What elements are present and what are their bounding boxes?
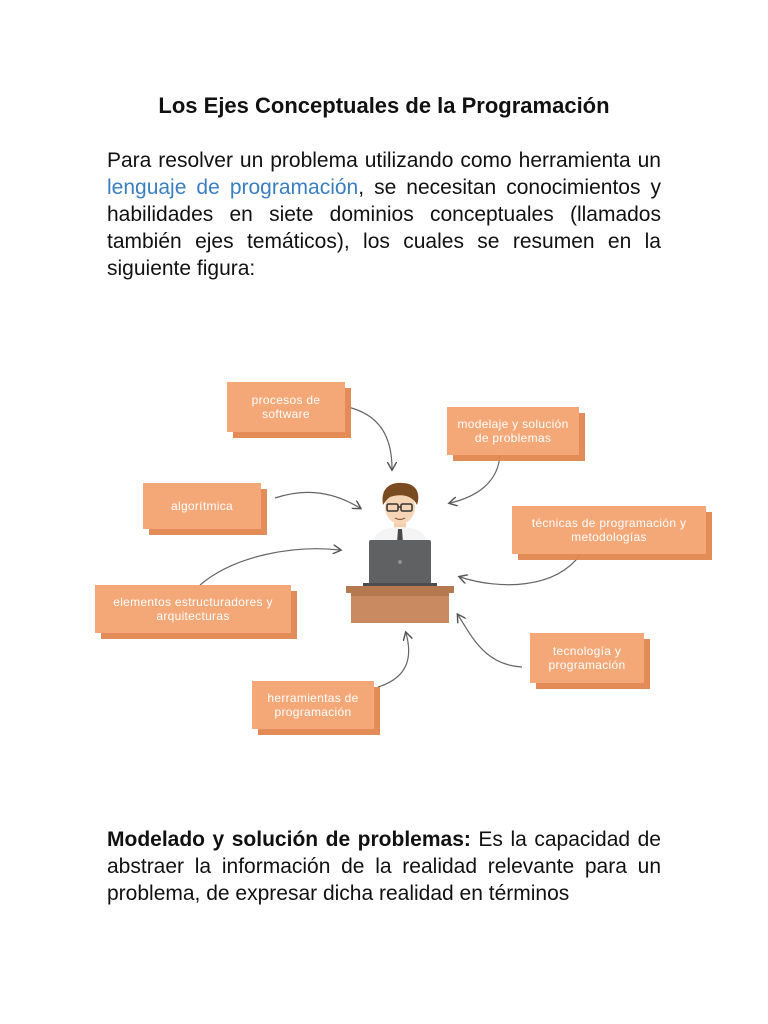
section-heading: Modelado y solución de problemas: <box>107 828 471 851</box>
programming-language-link[interactable]: lenguaje de programación <box>107 176 359 199</box>
box-tecnologia-y-programacion <box>530 633 644 683</box>
section-modelado <box>107 826 661 907</box>
box-label: tecnología y programación <box>548 644 626 672</box>
desk-front <box>351 593 449 623</box>
desk-panel-line <box>351 593 449 596</box>
concept-axes-figure <box>80 365 720 745</box>
intro-paragraph <box>107 147 661 282</box>
box-elementos-estructuradores <box>95 585 291 633</box>
desk-illustration <box>346 586 454 623</box>
box-modelaje-y-solucion <box>447 407 579 455</box>
arrow-tecnicas <box>460 555 580 585</box>
arrow-algoritmica <box>275 492 360 508</box>
arrow-modelaje <box>450 455 500 503</box>
box-label: modelaje y solución de problemas <box>457 417 569 445</box>
box-label: algorítmica <box>171 499 233 513</box>
intro-text-end: , se necesitan conocimientos y habilidades en siete dominios conceptuales (llamados también ejes temáticos), los cuales se resumen en la siguiente figura: <box>107 176 661 280</box>
box-label: técnicas de programación y metodologías <box>531 516 687 544</box>
figure-illustration <box>80 365 720 745</box>
arrow-herramientas <box>378 633 409 687</box>
arrow-procesos <box>348 407 392 469</box>
box-procesos-de-software <box>227 382 345 432</box>
box-label: elementos estructuradores y arquitecturas <box>113 595 273 623</box>
page-title: Los Ejes Conceptuales de la Programación <box>158 93 610 118</box>
intro-text-start: Para resolver un problema utilizando como herramienta un <box>107 149 661 172</box>
box-herramientas-de-programacion <box>252 681 374 729</box>
arrow-tecnologia <box>458 615 522 667</box>
laptop-base <box>363 583 437 586</box>
box-algoritmica <box>143 483 261 529</box>
laptop-illustration <box>363 540 437 586</box>
person-illustration <box>372 483 428 547</box>
box-tecnicas-de-programacion <box>512 506 706 554</box>
desk-top <box>346 586 454 593</box>
arrow-elementos <box>200 549 340 585</box>
box-label: herramientas de programación <box>267 691 359 719</box>
box-label: procesos de software <box>251 393 321 421</box>
section-text: Es la capacidad de abstraer la información de la realidad relevante para un problema, de expresar dicha realidad en términos <box>107 828 661 905</box>
laptop-logo <box>398 560 402 564</box>
